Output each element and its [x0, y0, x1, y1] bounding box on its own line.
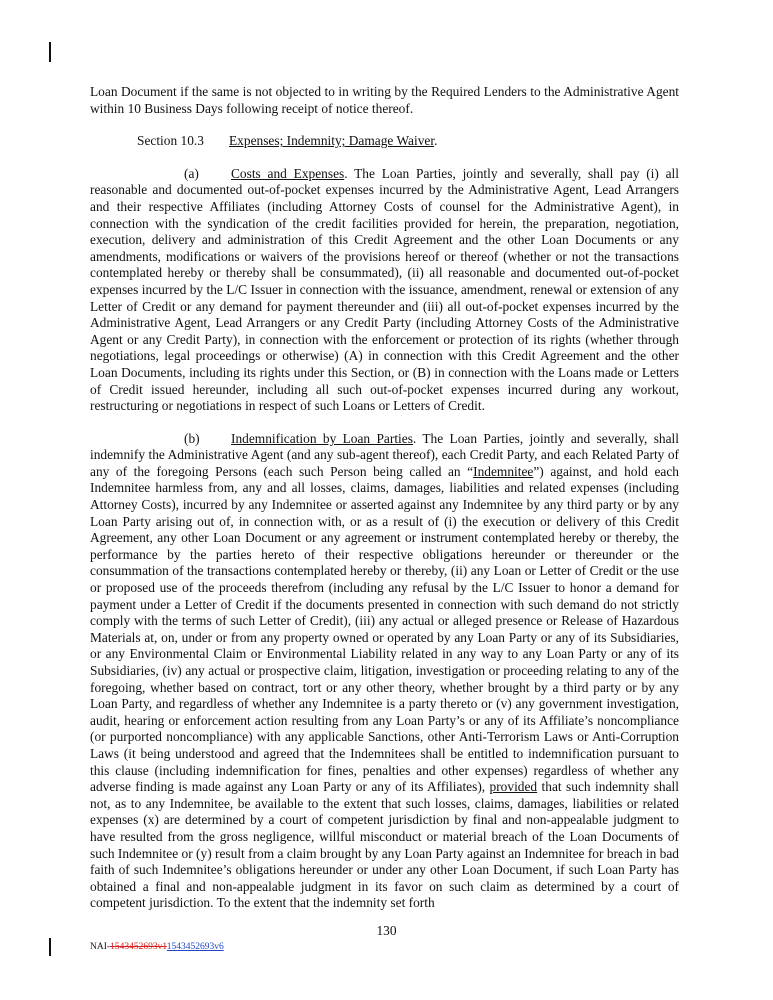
footer-inserted-id: 1543452693v6: [166, 942, 224, 952]
paragraph-b-text-3: that such indemnity shall not, as to any Indemnitee, be available to the extent that such losses, claims, damages, liabilities or related expenses (x) are determined by a court of competent jurisdiction by final and non-appealable judgment to have resulted from the gross negligence, willful misconduct or material breach of the Loan Documents of such Indemnitee or (y) result from a claim brought by any Loan Party against an Indemnitee for breach in bad faith of such Indemnitee’s obligations hereunder or under any other Loan Document, if such Loan Party has obtained a final and non-appealable judgment in its favor on such claim as determined by a court of competent jurisdiction. To the extent that the indemnity set forth: [90, 779, 679, 911]
footer-prefix: NAI-: [90, 942, 111, 952]
change-bar-top: [49, 42, 51, 62]
change-bar-bottom: [49, 938, 51, 956]
defined-term-indemnitee: Indemnitee: [473, 463, 534, 479]
footer-document-id: [90, 942, 224, 952]
page-number: 130: [376, 923, 397, 938]
paragraph-a-heading: Costs and Expenses: [231, 165, 345, 181]
proviso-term: provided: [489, 779, 538, 795]
page-body: [90, 84, 679, 912]
paragraph-a-label: (a): [184, 165, 199, 181]
paragraph-b-heading: Indemnification by Loan Parties: [231, 430, 413, 446]
paragraph-b: [90, 431, 679, 912]
section-title: Expenses; Indemnity; Damage Waiver: [229, 133, 435, 149]
paragraph-b-label: (b): [184, 430, 200, 446]
section-number: Section 10.3: [137, 133, 204, 149]
paragraph-a: [90, 166, 679, 415]
paragraph-b-text-1: . The Loan Parties, jointly and severally, shall indemnify the Administrative Agent (and any sub-agent thereof), each Credit Party, and each Related Party of any of the foregoing Persons (each such Person being called an “: [90, 430, 679, 479]
paragraph-b-text-2: ”) against, and hold each Indemnitee harmless from, any and all losses, claims, damages, liabilities and related expenses (including Attorney Costs), incurred by any Indemnitee or asserted against any Indemnitee by any third party or by any Loan Party arising out of, in connection with, or as a result of (i) the execution or delivery of this Credit Agreement, any other Loan Document or any agreement or instrument contemplated hereby or thereby, the performance by the parties hereto of their respective obligations hereunder or thereunder or the consummation of the transactions contemplated hereby or thereby, (ii) any Loan or Letter of Credit or the use or proposed use of the proceeds therefrom (including any refusal by the L/C Issuer to honor a demand for payment under a Letter of Credit if the documents presented in connection with such demand do not strictly comply with the terms of such Letter of Credit), (iii) any actual or alleged presence or Release of Hazardous Materials at, on, under or from any property owned or operated by any Loan Party or any of its Subsidiaries, or any Environmental Claim or Environmental Liability related in any way to any Loan Party or any of its Subsidiaries, (iv) any actual or prospective claim, litigation, investigation or proceeding relating to any of the foregoing, whether based on contract, tort or any other theory, whether brought by a third party or by any Loan Party, and regardless of whether any Indemnitee is a party thereto or (v) any government investigation, audit, hearing or enforcement action resulting from any Loan Party’s or any of its Affiliate’s noncompliance (or purported noncompliance) with any applicable Sanctions, other Anti-Terrorism Laws or Anti-Corruption Laws (it being understood and agreed that the Indemnitees shall be entitled to indemnification pursuant to this clause (including indemnification for fines, penalties and other expenses) regardless of whether any adverse finding is made against any Loan Party or any of its Affiliates),: [90, 463, 679, 795]
section-title-period: .: [434, 133, 438, 149]
section-heading: [90, 133, 679, 150]
paragraph-a-text: . The Loan Parties, jointly and severally, shall pay (i) all reasonable and documented out-of-pocket expenses incurred by the Administrative Agent, Lead Arrangers and their respective Affiliates (including Attorney Costs of counsel for the Administrative Agent), in connection with the syndication of the credit facilities provided for herein, the preparation, negotiation, execution, delivery and administration of this Credit Agreement and the other Loan Documents or any amendments, modifications or waivers of the provisions hereof or thereof (whether or not the transactions contemplated hereby or thereby shall be consummated), (ii) all reasonable and documented out-of-pocket expenses incurred by the L/C Issuer in connection with the issuance, amendment, renewal or extension of any Letter of Credit or any demand for payment thereunder and (iii) all out-of-pocket expenses incurred by the Administrative Agent, Lead Arrangers or any Credit Party (including Attorney Costs of the Administrative Agent or any Credit Party), in connection with the enforcement or protection of its rights (whether through negotiations, legal proceedings or otherwise) (A) in connection with this Credit Agreement and the other Loan Documents, including its rights under this Section, or (B) in connection with the Loans made or Letters of Credit issued hereunder, including all such out-of-pocket expenses incurred during any workout, restructuring or negotiations in respect of such Loans or Letters of Credit.: [90, 165, 679, 414]
carryover-paragraph: Loan Document if the same is not objected to in writing by the Required Lenders to the Administrative Agent within 10 Business Days following receipt of notice thereof.: [90, 84, 679, 116]
footer-deleted-id: 1543452693v1: [110, 942, 167, 952]
